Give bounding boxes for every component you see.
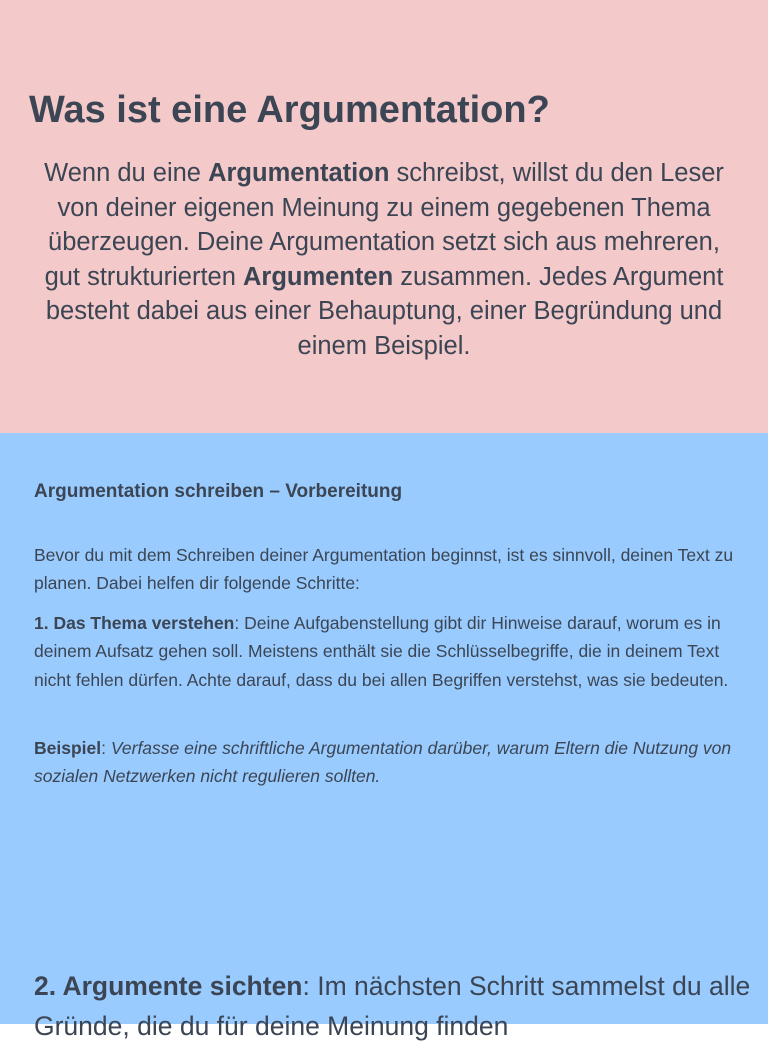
example-paragraph — [34, 734, 734, 791]
step-1-paragraph — [34, 609, 734, 694]
section-heading: Argumentation schreiben – Vorbereitung — [34, 481, 403, 502]
intro-bold-argumenten: Argumenten — [242, 262, 394, 291]
section-intro-paragraph: Bevor du mit dem Schreiben deiner Argumentation beginnst, ist es sinnvoll, deinen Text zu planen. Dabei helfen dir folgende Schritte: — [34, 545, 734, 594]
intro-text-1: Wenn du eine — [44, 159, 209, 187]
step-2-label: 2. Argumente sichten — [34, 971, 303, 1001]
step-1-label: 1. Das Thema verstehen — [34, 613, 235, 633]
step-1-text: : Deine Aufgabenstellung gibt dir Hinweise darauf, worum es in deinem Aufsatz gehen soll. Meistens enthält sie die Schlüsselbegriffe, die in deinem Text nicht fehlen dürfen. Achte darauf, dass du bei allen Begriffen verstehst, was sie bedeuten. — [34, 613, 729, 690]
content-panel — [0, 433, 768, 1024]
intro-bold-argumentation: Argumentation — [208, 159, 390, 187]
step-2-text: : Im nächsten Schritt sammelst du alle Gründe, die du für deine Meinung finden — [34, 971, 751, 1041]
example-text: Verfasse eine schriftliche Argumentation darüber, warum Eltern die Nutzung von sozialen Netzwerken nicht regulieren sollten. — [34, 738, 732, 787]
page-title: Was ist eine Argumentation? — [29, 89, 550, 131]
intro-text-2: schreibst, willst du den Leser von deiner eigenen Meinung zu einem gegebenen Thema überzeugen. Deine Argumentation setzt sich aus mehreren, gut strukturierten — [44, 159, 724, 291]
example-label: Beispiel — [34, 738, 102, 758]
intro-paragraph — [30, 156, 738, 364]
intro-panel — [0, 0, 768, 433]
step-2-paragraph — [34, 966, 754, 1046]
intro-text-3: zusammen. Jedes Argument besteht dabei aus einer Behauptung, einer Begründung und einem Beispiel. — [45, 262, 724, 360]
example-separator: : — [101, 738, 111, 758]
